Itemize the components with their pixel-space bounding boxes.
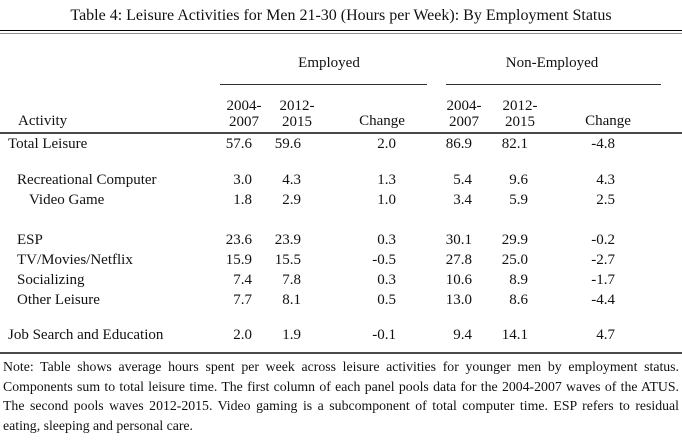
- value-cell: 86.9: [445, 136, 472, 152]
- value-cell: 3.4: [453, 192, 472, 208]
- value-cell: 10.6: [445, 272, 472, 288]
- value-cell: 1.9: [282, 327, 301, 343]
- value-cell: -4.8: [591, 136, 615, 152]
- table-caption: Table 4: Leisure Activities for Men 21-30 (Hours per Week): By Employment Status: [70, 7, 612, 24]
- value-cell: 7.8: [282, 272, 301, 288]
- value-cell: 13.0: [445, 292, 472, 308]
- value-cell: -2.7: [591, 252, 615, 268]
- value-cell: 1.8: [233, 192, 252, 208]
- value-cell: 29.9: [501, 232, 528, 248]
- table-row-recreational-computer: [0, 170, 682, 190]
- spacer-cell: [661, 170, 682, 190]
- value-cell: 25.0: [501, 252, 528, 268]
- row-label: Socializing: [17, 272, 85, 288]
- employed-panel-label: Employed: [298, 55, 360, 71]
- value-cell: 5.9: [509, 192, 528, 208]
- value-cell: 2.5: [596, 192, 615, 208]
- period-line: 2007: [229, 114, 259, 130]
- value-cell: 23.9: [274, 232, 301, 248]
- panel-header-row: [0, 34, 682, 84]
- value-cell: 2.0: [233, 327, 252, 343]
- table-row-tv-movies-netflix: [0, 250, 682, 270]
- value-cell: 8.1: [282, 292, 301, 308]
- value-cell: 30.1: [445, 232, 472, 248]
- value-cell: 3.0: [233, 172, 252, 188]
- non-employed-cmidrule: [446, 84, 661, 85]
- spacer-cell: [661, 84, 682, 87]
- table-row-other-leisure: [0, 290, 682, 310]
- employed-change-header: Change: [359, 113, 405, 129]
- row-label: Job Search and Education: [8, 327, 164, 343]
- value-cell: -0.2: [591, 232, 615, 248]
- value-cell: 59.6: [274, 136, 301, 152]
- value-cell: 5.4: [453, 172, 472, 188]
- period-line: 2015: [505, 114, 535, 130]
- value-cell: 9.4: [453, 327, 472, 343]
- row-label: ESP: [17, 232, 43, 248]
- value-cell: -1.7: [591, 272, 615, 288]
- non-employed-period2-header: [485, 98, 555, 132]
- table-row-video-game: [0, 190, 682, 210]
- period-line: 2004-: [446, 98, 482, 114]
- value-cell: 9.6: [509, 172, 528, 188]
- period-line: 2015: [282, 114, 312, 130]
- activity-column-header: Activity: [18, 113, 68, 129]
- spacer-cell: [661, 190, 682, 210]
- employed-cmidrule: [220, 84, 427, 85]
- value-cell: 82.1: [501, 136, 528, 152]
- table-row-esp: [0, 230, 682, 250]
- value-cell: 2.0: [377, 136, 396, 152]
- value-cell: 4.3: [282, 172, 301, 188]
- spacer-cell: [661, 325, 682, 345]
- value-cell: -0.5: [372, 252, 396, 268]
- row-label: Other Leisure: [17, 292, 100, 308]
- table-note: Note: Table shows average hours spent per week across leisure activities for younger men by employment status. Components sum to total leisure time. The first column of each panel pools data for the 2004-2007 waves of the ATUS. The second pools waves 2012-2015. Video gaming is a subcomponent of total computer time. ESP refers to residual eating, sleeping and personal care.: [3, 359, 679, 433]
- period-line: 2012-: [279, 98, 315, 114]
- row-label: Recreational Computer: [17, 172, 157, 188]
- period-line: 2012-: [502, 98, 538, 114]
- value-cell: 27.8: [445, 252, 472, 268]
- value-cell: -4.4: [591, 292, 615, 308]
- employed-period1-header: [215, 98, 273, 132]
- period-line: 2007: [449, 114, 479, 130]
- value-cell: 0.3: [377, 272, 396, 288]
- table-row-job-search-education: [0, 325, 682, 345]
- value-cell: 4.3: [596, 172, 615, 188]
- spacer-cell: [661, 250, 682, 270]
- spacer-cell: [661, 290, 682, 310]
- row-label: TV/Movies/Netflix: [17, 252, 133, 268]
- value-cell: -0.1: [372, 327, 396, 343]
- spacer-cell: [661, 134, 682, 154]
- bottom-rule: [0, 352, 682, 354]
- value-cell: 4.7: [596, 327, 615, 343]
- value-cell: 23.6: [225, 232, 252, 248]
- value-cell: 1.0: [377, 192, 396, 208]
- value-cell: 15.5: [274, 252, 301, 268]
- value-cell: 0.3: [377, 232, 396, 248]
- value-cell: 57.6: [225, 136, 252, 152]
- value-cell: 2.9: [282, 192, 301, 208]
- employed-period2-header: [273, 98, 321, 132]
- row-label: Video Game: [29, 192, 105, 208]
- spacer-cell: [661, 230, 682, 250]
- column-header-row: [0, 87, 682, 134]
- non-employed-panel-label: Non-Employed: [505, 55, 599, 71]
- value-cell: 7.7: [233, 292, 252, 308]
- value-cell: 7.4: [233, 272, 252, 288]
- table-row-socializing: [0, 270, 682, 290]
- row-label: Total Leisure: [8, 136, 88, 152]
- value-cell: 1.3: [377, 172, 396, 188]
- spacer-cell: [0, 84, 215, 87]
- non-employed-change-header: Change: [585, 113, 631, 129]
- value-cell: 8.9: [509, 272, 528, 288]
- spacer-cell: [661, 270, 682, 290]
- value-cell: 8.6: [509, 292, 528, 308]
- period-line: 2004-: [226, 98, 262, 114]
- value-cell: 15.9: [225, 252, 252, 268]
- value-cell: 0.5: [377, 292, 396, 308]
- non-employed-period1-header: [443, 98, 485, 132]
- value-cell: 14.1: [501, 327, 528, 343]
- table-row-total-leisure: [0, 134, 682, 154]
